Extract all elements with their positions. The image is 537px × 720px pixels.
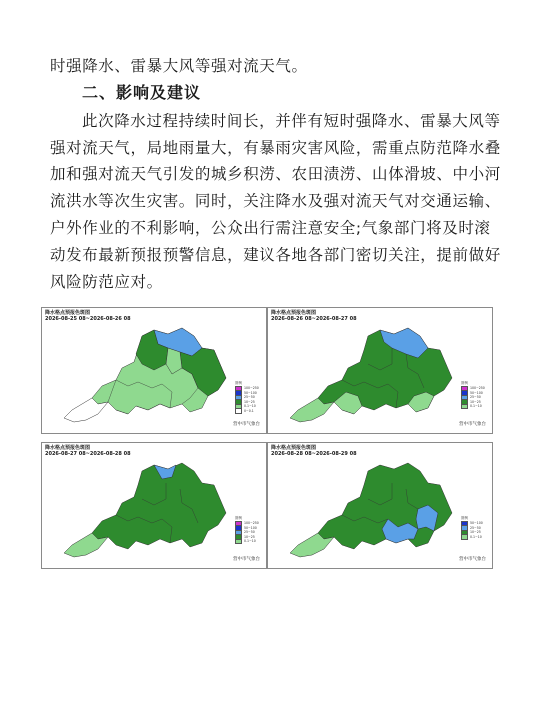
text-line-1: 时强降水、雷暴大风等强对流天气。 (50, 57, 308, 75)
map-title: 降水格点预报色斑图 (45, 310, 91, 316)
legend-label: 0.1~10 (244, 404, 256, 409)
legend-title: 图例 (235, 381, 242, 385)
section-heading: 二、影响及建议 (82, 83, 202, 102)
legend-item (235, 539, 259, 544)
map-title: 降水格点预报色斑图 (45, 445, 91, 451)
legend-title: 图例 (461, 381, 468, 385)
text-line-4: 加和强对流天气引发的城乡积涝、农田渍涝、山体滑坡、中小河 (50, 165, 501, 183)
legend-swatch (461, 534, 468, 540)
legend-label: 0.1~10 (470, 404, 482, 409)
legend-item (235, 409, 259, 414)
text-line-6: 户外作业的不利影响，公众出行需注意安全;气象部门将及时滚 (50, 219, 491, 237)
text-line-5: 流洪水等次生灾害。同时，关注降水及强对流天气对交通运输、 (50, 192, 501, 210)
legend-title: 图例 (235, 516, 242, 520)
map-title: 降水格点预报色斑图 (271, 310, 317, 316)
map-credit: 营中市气象台 (459, 557, 486, 562)
legend-label: 10~25 (470, 530, 481, 535)
map-date-range: 2026-08-27 08~2026-08-28 08 (45, 451, 131, 457)
region-map-graphic (268, 308, 492, 433)
region-map-graphic (268, 443, 492, 568)
map-legend (461, 516, 485, 539)
legend-label: 50~100 (470, 521, 483, 526)
precip-map-4 (267, 442, 493, 569)
map-credit: 营中市气象台 (233, 422, 260, 427)
map-legend (461, 381, 485, 409)
text-line-8: 风险防范应对。 (50, 273, 163, 291)
legend-label: 25~50 (470, 395, 481, 400)
text-line-3: 强对流天气，局地雨量大，有暴雨灾害风险，需重点防范降水叠 (50, 139, 501, 157)
legend-label: 100~250 (244, 521, 259, 526)
legend-label: 100~250 (244, 386, 259, 391)
legend-label: 0~0.1 (244, 408, 254, 413)
legend-label: 50~100 (244, 525, 257, 530)
legend-swatch (235, 408, 242, 414)
precip-map-3 (41, 442, 267, 569)
legend-label: 100~250 (470, 386, 485, 391)
precip-map-2 (267, 307, 493, 434)
legend-item (461, 535, 485, 540)
map-date-range: 2026-08-26 08~2026-08-27 08 (271, 316, 357, 322)
legend-label: 50~100 (470, 390, 483, 395)
legend-label: 25~50 (470, 525, 481, 530)
text-line-7: 动发布最新预报预警信息，建议各地各部门密切关注，提前做好 (50, 246, 501, 264)
legend-label: 10~25 (244, 399, 255, 404)
legend-label: 25~50 (244, 530, 255, 535)
region-map-graphic (42, 308, 266, 433)
map-date-range: 2026-08-25 08~2026-08-26 08 (45, 316, 131, 322)
text-line-2: 此次降水过程持续时间长，并伴有短时强降水、雷暴大风等 (82, 112, 501, 130)
legend-swatch (461, 404, 468, 410)
legend-label: 10~25 (244, 534, 255, 539)
legend-item (461, 404, 485, 409)
legend-label: 25~50 (244, 395, 255, 400)
legend-label: 10~25 (470, 399, 481, 404)
map-legend (235, 381, 259, 413)
map-credit: 营中市气象台 (233, 557, 260, 562)
legend-label: 0.1~10 (470, 534, 482, 539)
precip-map-1 (41, 307, 267, 434)
legend-swatch (235, 539, 242, 545)
map-credit: 营中市气象台 (459, 422, 486, 427)
region-map-graphic (42, 443, 266, 568)
map-date-range: 2026-08-28 08~2026-08-29 08 (271, 451, 357, 457)
legend-label: 50~100 (244, 390, 257, 395)
legend-title: 图例 (461, 516, 468, 520)
map-legend (235, 516, 259, 544)
legend-label: 0.1~10 (244, 539, 256, 544)
map-title: 降水格点预报色斑图 (271, 445, 317, 451)
